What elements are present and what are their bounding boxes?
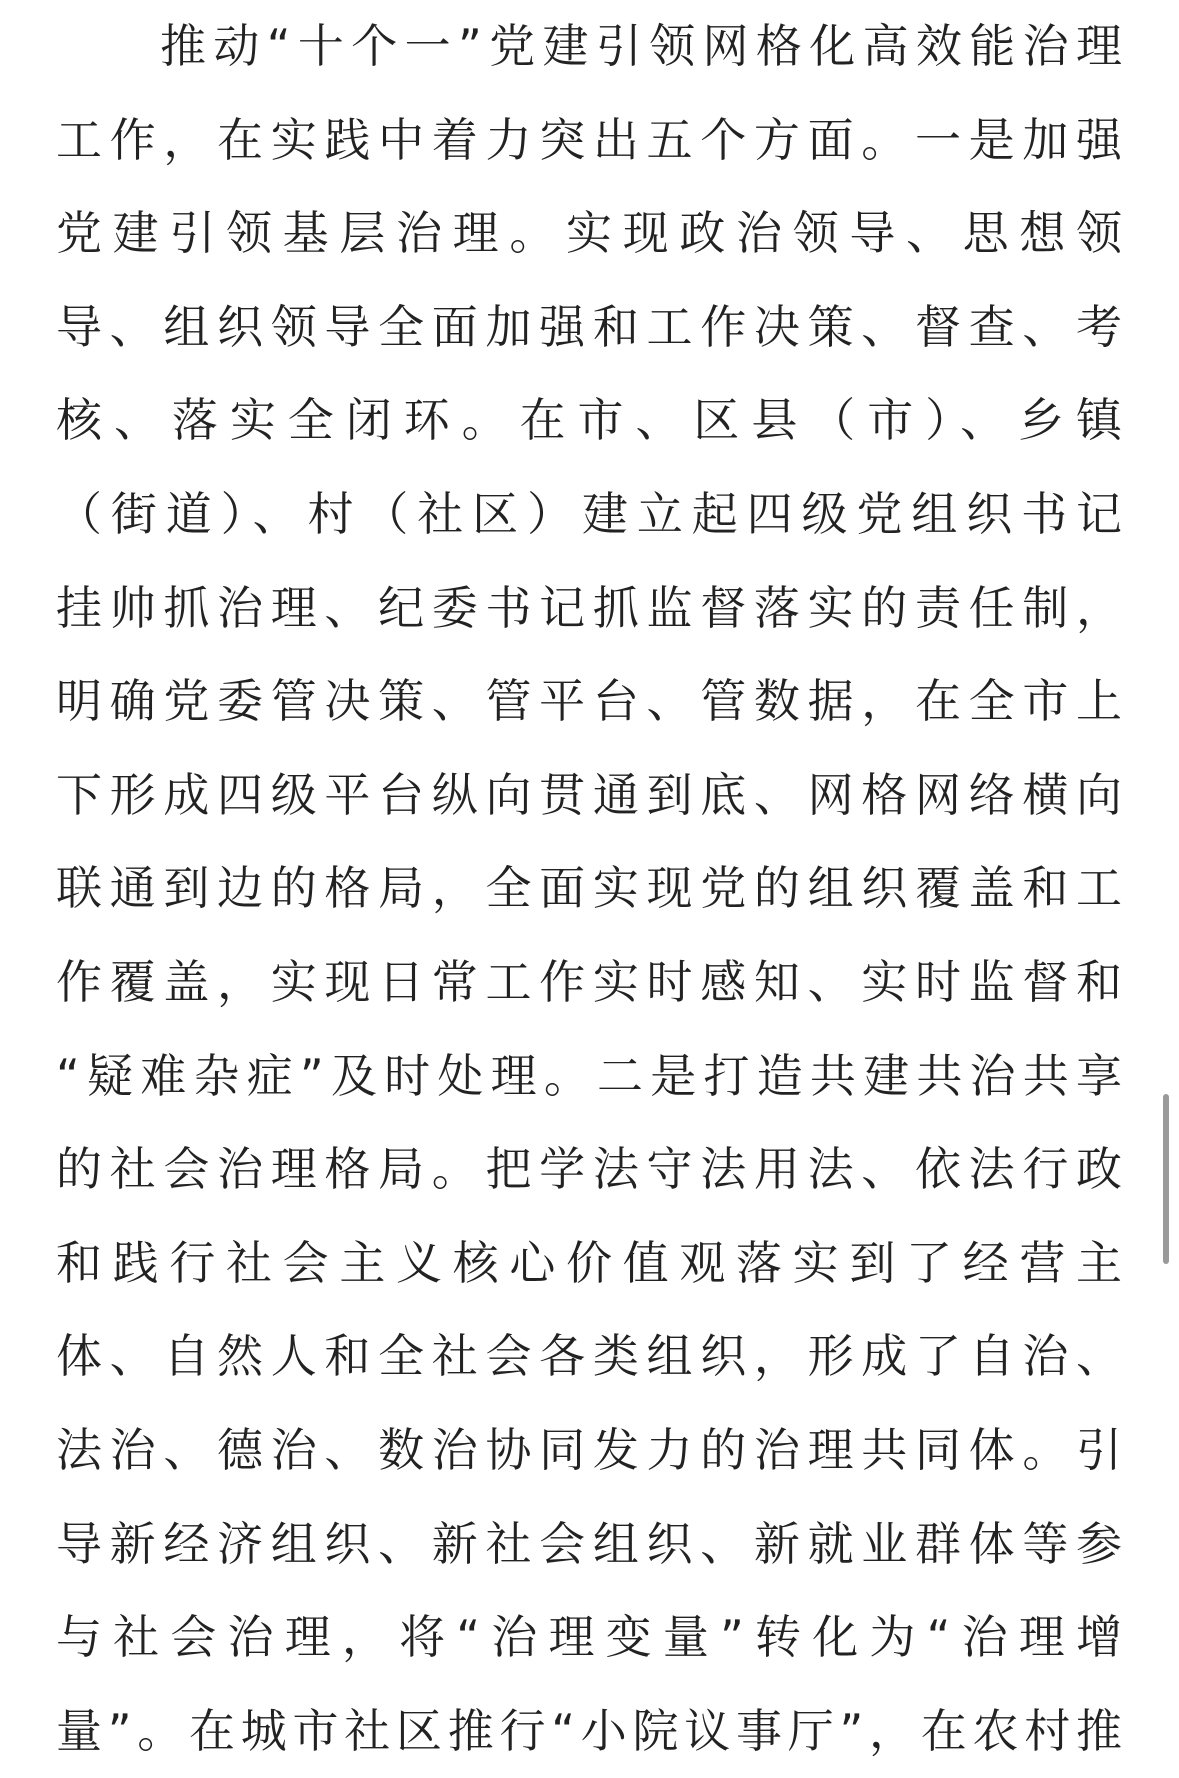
article-line: 党建引领基层治理。实现政治领导、思想领 bbox=[56, 206, 1122, 261]
article-line: （街道）、村（社区）建立起四级党组织书记 bbox=[56, 486, 1122, 541]
article-line: 法治、德治、数治协同发力的治理共同体。引 bbox=[56, 1422, 1122, 1477]
article-line: 量”。在城市社区推行“小院议事厅”，在农村推 bbox=[56, 1703, 1122, 1758]
article-body bbox=[56, 0, 1122, 1778]
article-line: 导、组织领导全面加强和工作决策、督查、考 bbox=[56, 299, 1122, 354]
article-line: 作覆盖，实现日常工作实时感知、实时监督和 bbox=[56, 954, 1122, 1009]
article-line: 核、落实全闭环。在市、区县（市）、乡镇 bbox=[56, 393, 1122, 448]
article-line: 下形成四级平台纵向贯通到底、网格网络横向 bbox=[56, 767, 1122, 822]
article-line: 挂帅抓治理、纪委书记抓监督落实的责任制， bbox=[56, 580, 1122, 635]
article-line: 与社会治理，将“治理变量”转化为“治理增 bbox=[56, 1610, 1122, 1665]
article-line: 工作，在实践中着力突出五个方面。一是加强 bbox=[56, 112, 1122, 167]
article-line: 推动“十个一”党建引领网格化高效能治理 bbox=[160, 19, 1122, 73]
article-line: 导新经济组织、新社会组织、新就业群体等参 bbox=[56, 1516, 1122, 1571]
article-line: 明确党委管决策、管平台、管数据，在全市上 bbox=[56, 674, 1122, 729]
article-line: 和践行社会主义核心价值观落实到了经营主 bbox=[56, 1235, 1122, 1290]
article-line: 体、自然人和全社会各类组织，形成了自治、 bbox=[56, 1329, 1122, 1384]
article-line: 的社会治理格局。把学法守法用法、依法行政 bbox=[56, 1142, 1122, 1197]
vertical-scrollbar[interactable] bbox=[1163, 1094, 1169, 1264]
article-line: 联通到边的格局，全面实现党的组织覆盖和工 bbox=[56, 861, 1122, 916]
article-line: “疑难杂症”及时处理。二是打造共建共治共享 bbox=[56, 1048, 1122, 1103]
